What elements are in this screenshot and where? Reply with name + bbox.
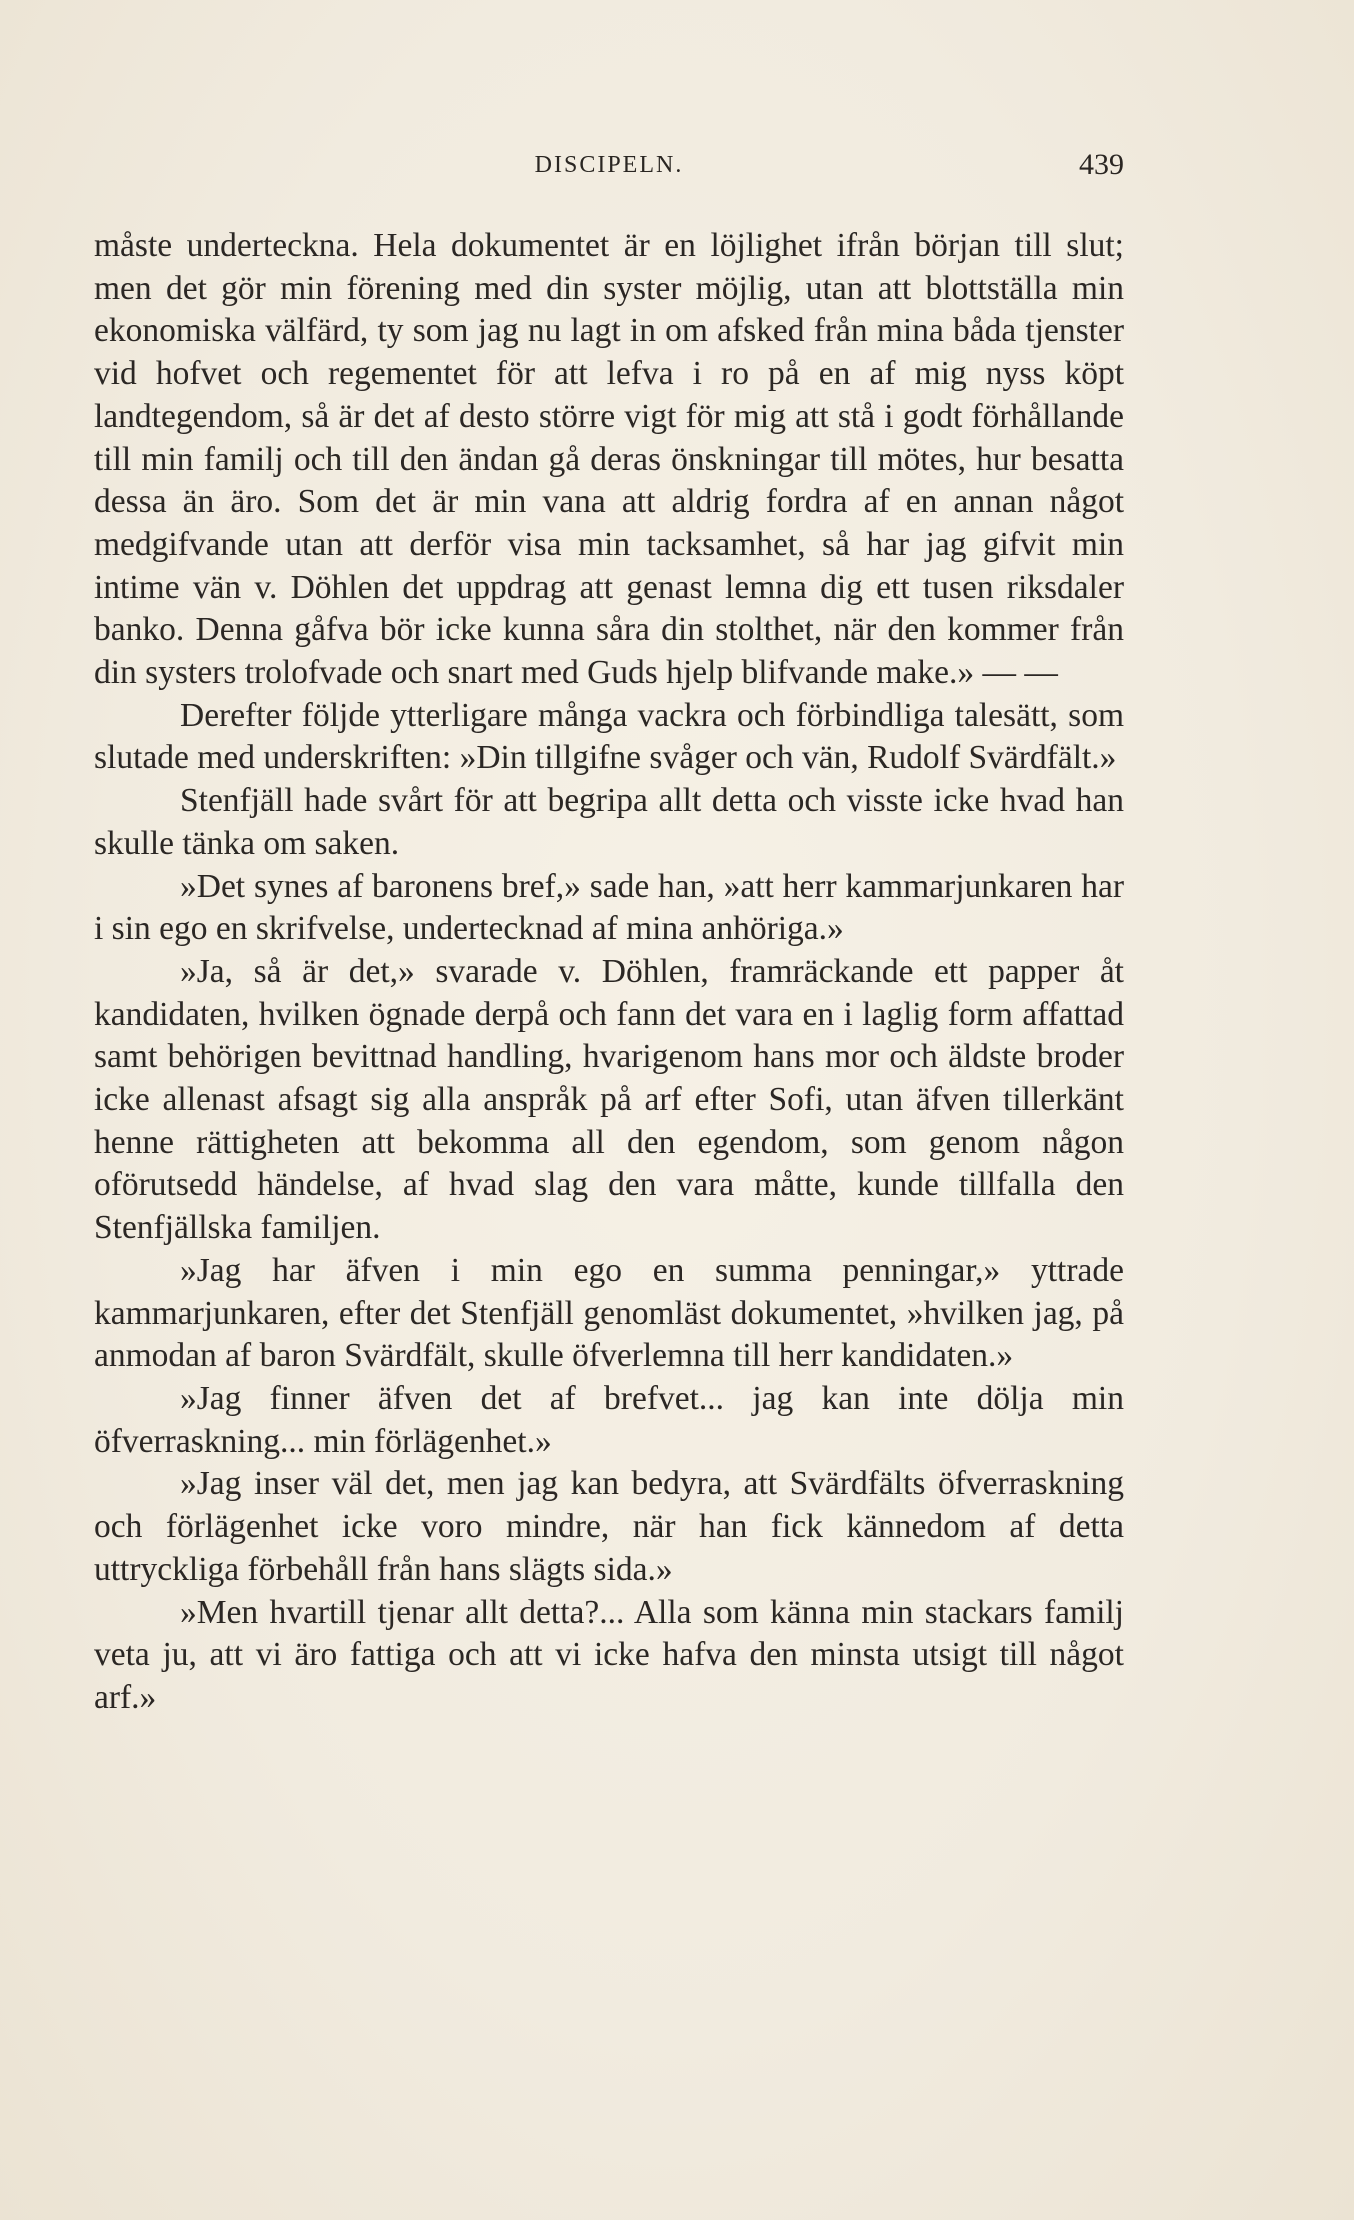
paragraph-dialogue: »Jag inser väl det, men jag kan bedyra, att Svärdfälts öfverraskning och förlägenhet icke voro mindre, när han fick kännedom af detta uttryckliga förbehåll från hans slägts sida.»: [94, 1465, 1124, 1588]
paragraph-letter-continuation: måste underteckna. Hela dokumentet är en löjlighet ifrån början till slut; men det gör min förening med din syster möjlig, utan att blottställa min ekonomiska välfärd, ty som jag nu lagt in om afsked från mina båda tjenster vid hofvet och regementet för att lefva i ro på en af mig nyss köpt landtegendom, så är det af desto större vigt för mig att stå i godt förhållande till min familj och till den ändan gå deras önskningar till mötes, hur besatta dessa än äro. Som det är min vana att aldrig fordra af en annan något medgifvande utan att derför visa min tacksamhet, så har jag gifvit min intime vän v. Döhlen det uppdrag att genast lemna dig ett tusen riksdaler banko. Denna gåfva bör icke kunna såra din stolthet, när den kommer från din systers trolofvade och snart med Guds hjelp blifvande make.» — —: [94, 227, 1124, 692]
paragraph-dialogue: »Ja, så är det,» svarade v. Döhlen, framräckande ett papper åt kandidaten, hvilken ögnade derpå och fann det vara en i laglig form affattad samt behörigen bevittnad handling, hvarigenom hans mor och äldste broder icke allenast afsagt sig alla anspråk på arf efter Sofi, utan äfven tillerkänt henne rättigheten att bekomma all den egendom, som genom någon oförutsedd händelse, af hvad slag den vara måtte, kunde tillfalla den Stenfjällska familjen.: [94, 952, 1124, 1247]
page-number: 439: [1079, 148, 1124, 181]
paragraph-dialogue: »Det synes af baronens bref,» sade han, »att herr kammarjunkaren har i sin ego en skrifvelse, undertecknad af mina anhöriga.»: [94, 867, 1124, 948]
page-header: [94, 148, 1124, 192]
paragraph-stenfjall-confused: Stenfjäll hade svårt för att begripa allt detta och visste icke hvad han skulle tänka om saken.: [94, 782, 1124, 862]
paragraph-signature: Derefter följde ytterligare många vackra och förbindliga talesätt, som slutade med underskriften: »Din tillgifne svåger och vän, Rudolf Svärdfält.»: [94, 696, 1124, 777]
paragraph-dialogue: »Jag finner äfven det af brefvet... jag kan inte dölja min öfverraskning... min förlägenhet.»: [94, 1379, 1124, 1460]
paragraph-dialogue: »Men hvartill tjenar allt detta?... Alla som känna min stackars familj veta ju, att vi äro fattiga och att vi icke hafva den minsta utsigt till något arf.»: [94, 1593, 1124, 1716]
body-text: [94, 225, 1124, 1720]
paragraph-dialogue: »Jag har äfven i min ego en summa penningar,» yttrade kammarjunkaren, efter det Stenfjäll genomläst dokumentet, »hvilken jag, på anmodan af baron Svärdfält, skulle öfverlemna till herr kandidaten.»: [94, 1251, 1124, 1375]
running-head: DISCIPELN.: [534, 152, 684, 178]
